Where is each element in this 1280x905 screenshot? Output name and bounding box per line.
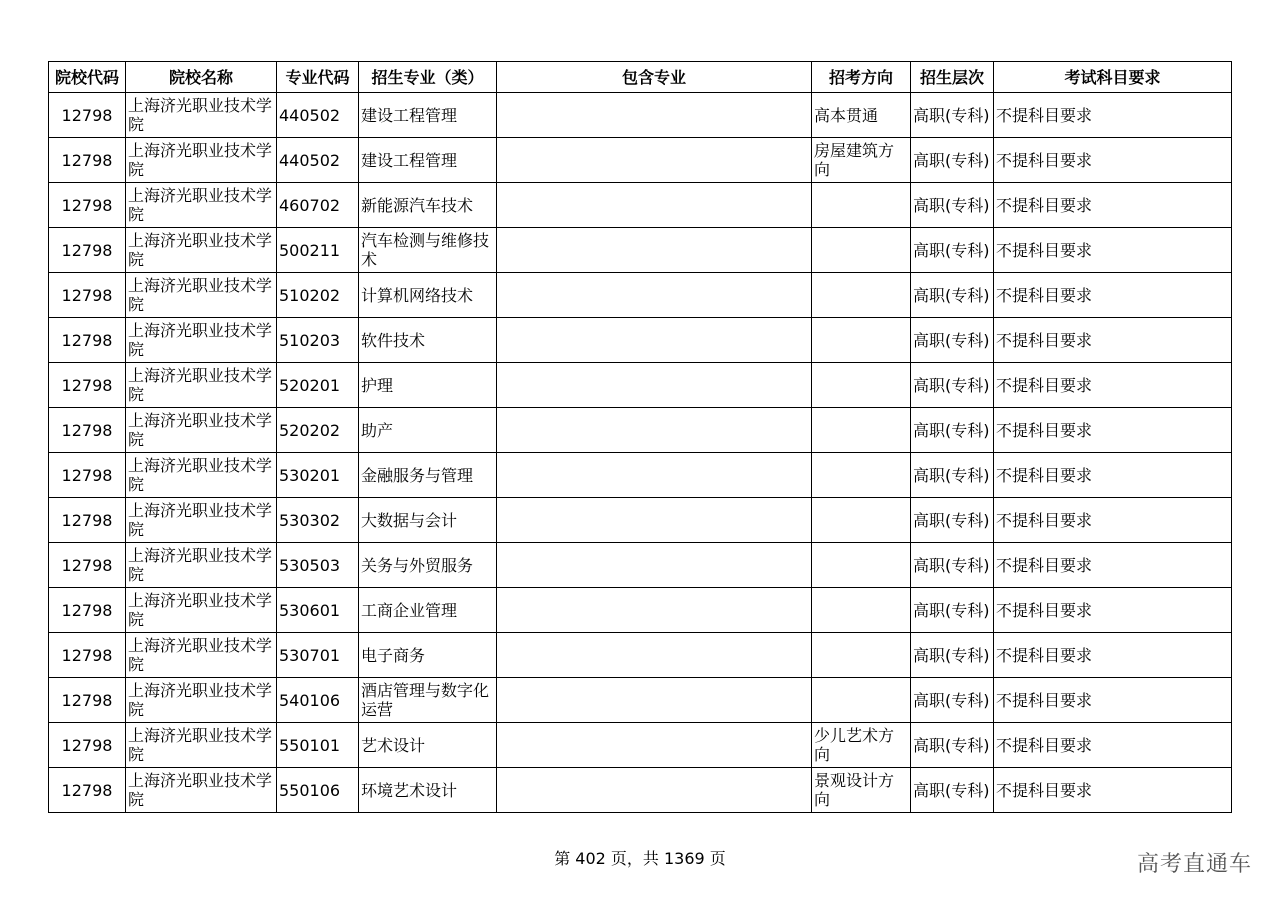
- cell-requirement: 不提科目要求: [994, 678, 1232, 723]
- table-row: [49, 408, 1232, 453]
- header-included-majors: 包含专业: [497, 62, 812, 93]
- cell-school-code: 12798: [49, 93, 126, 138]
- admission-table: [48, 61, 1232, 813]
- table-body: [49, 93, 1232, 813]
- cell-major: 软件技术: [359, 318, 497, 363]
- cell-school-name: 上海济光职业技术学院: [126, 633, 277, 678]
- cell-major: 环境艺术设计: [359, 768, 497, 813]
- header-requirement: 考试科目要求: [994, 62, 1232, 93]
- cell-level: 高职(专科): [911, 273, 994, 318]
- header-school-name: 院校名称: [126, 62, 277, 93]
- cell-included-majors: [497, 363, 812, 408]
- cell-school-code: 12798: [49, 588, 126, 633]
- cell-major-code: 530201: [277, 453, 359, 498]
- cell-major-code: 550106: [277, 768, 359, 813]
- cell-school-code: 12798: [49, 138, 126, 183]
- table-row: [49, 318, 1232, 363]
- cell-major-code: 530302: [277, 498, 359, 543]
- cell-direction: [812, 498, 911, 543]
- cell-school-name: 上海济光职业技术学院: [126, 588, 277, 633]
- table-row: [49, 183, 1232, 228]
- cell-level: 高职(专科): [911, 588, 994, 633]
- cell-major: 建设工程管理: [359, 138, 497, 183]
- cell-requirement: 不提科目要求: [994, 453, 1232, 498]
- cell-requirement: 不提科目要求: [994, 138, 1232, 183]
- cell-included-majors: [497, 228, 812, 273]
- cell-major-code: 540106: [277, 678, 359, 723]
- cell-requirement: 不提科目要求: [994, 318, 1232, 363]
- cell-level: 高职(专科): [911, 678, 994, 723]
- cell-major: 计算机网络技术: [359, 273, 497, 318]
- cell-school-code: 12798: [49, 318, 126, 363]
- table-row: [49, 453, 1232, 498]
- cell-school-name: 上海济光职业技术学院: [126, 93, 277, 138]
- cell-major: 大数据与会计: [359, 498, 497, 543]
- cell-major: 助产: [359, 408, 497, 453]
- cell-direction: [812, 363, 911, 408]
- cell-major: 酒店管理与数字化运营: [359, 678, 497, 723]
- header-direction: 招考方向: [812, 62, 911, 93]
- table-row: [49, 633, 1232, 678]
- cell-major: 工商企业管理: [359, 588, 497, 633]
- cell-school-code: 12798: [49, 543, 126, 588]
- cell-requirement: 不提科目要求: [994, 408, 1232, 453]
- cell-included-majors: [497, 408, 812, 453]
- cell-requirement: 不提科目要求: [994, 228, 1232, 273]
- cell-major-code: 520201: [277, 363, 359, 408]
- cell-direction: [812, 633, 911, 678]
- cell-direction: [812, 453, 911, 498]
- cell-level: 高职(专科): [911, 93, 994, 138]
- header-row: [49, 62, 1232, 93]
- cell-major: 艺术设计: [359, 723, 497, 768]
- table-row: [49, 273, 1232, 318]
- cell-requirement: 不提科目要求: [994, 363, 1232, 408]
- cell-school-code: 12798: [49, 723, 126, 768]
- table-row: [49, 228, 1232, 273]
- cell-level: 高职(专科): [911, 318, 994, 363]
- cell-major-code: 550101: [277, 723, 359, 768]
- cell-school-code: 12798: [49, 633, 126, 678]
- cell-requirement: 不提科目要求: [994, 588, 1232, 633]
- cell-major: 护理: [359, 363, 497, 408]
- cell-major: 建设工程管理: [359, 93, 497, 138]
- cell-direction: 高本贯通: [812, 93, 911, 138]
- cell-major-code: 460702: [277, 183, 359, 228]
- cell-requirement: 不提科目要求: [994, 93, 1232, 138]
- cell-level: 高职(专科): [911, 138, 994, 183]
- cell-direction: [812, 183, 911, 228]
- header-level: 招生层次: [911, 62, 994, 93]
- cell-school-code: 12798: [49, 363, 126, 408]
- cell-school-code: 12798: [49, 228, 126, 273]
- page-number: 第 402 页，共 1369 页: [554, 849, 726, 868]
- table-row: [49, 723, 1232, 768]
- cell-school-code: 12798: [49, 408, 126, 453]
- cell-direction: [812, 228, 911, 273]
- cell-requirement: 不提科目要求: [994, 183, 1232, 228]
- cell-direction: 房屋建筑方向: [812, 138, 911, 183]
- cell-level: 高职(专科): [911, 228, 994, 273]
- cell-major-code: 510202: [277, 273, 359, 318]
- cell-direction: [812, 678, 911, 723]
- cell-school-name: 上海济光职业技术学院: [126, 723, 277, 768]
- cell-school-name: 上海济光职业技术学院: [126, 183, 277, 228]
- cell-school-name: 上海济光职业技术学院: [126, 138, 277, 183]
- cell-school-name: 上海济光职业技术学院: [126, 318, 277, 363]
- cell-direction: [812, 543, 911, 588]
- cell-major-code: 530701: [277, 633, 359, 678]
- cell-level: 高职(专科): [911, 183, 994, 228]
- cell-level: 高职(专科): [911, 498, 994, 543]
- cell-school-code: 12798: [49, 768, 126, 813]
- cell-direction: 景观设计方向: [812, 768, 911, 813]
- cell-major-code: 530503: [277, 543, 359, 588]
- cell-requirement: 不提科目要求: [994, 543, 1232, 588]
- cell-included-majors: [497, 453, 812, 498]
- table-row: [49, 138, 1232, 183]
- cell-included-majors: [497, 498, 812, 543]
- cell-major: 金融服务与管理: [359, 453, 497, 498]
- cell-school-code: 12798: [49, 273, 126, 318]
- cell-school-code: 12798: [49, 498, 126, 543]
- table-header: [49, 62, 1232, 93]
- table-row: [49, 543, 1232, 588]
- cell-included-majors: [497, 723, 812, 768]
- cell-school-name: 上海济光职业技术学院: [126, 453, 277, 498]
- cell-school-name: 上海济光职业技术学院: [126, 498, 277, 543]
- cell-requirement: 不提科目要求: [994, 273, 1232, 318]
- cell-included-majors: [497, 633, 812, 678]
- watermark: 高考直通车: [1136, 852, 1252, 877]
- cell-school-code: 12798: [49, 183, 126, 228]
- cell-included-majors: [497, 678, 812, 723]
- cell-major-code: 440502: [277, 93, 359, 138]
- cell-major-code: 520202: [277, 408, 359, 453]
- cell-school-name: 上海济光职业技术学院: [126, 273, 277, 318]
- table-row: [49, 363, 1232, 408]
- cell-school-code: 12798: [49, 678, 126, 723]
- header-school-code: 院校代码: [49, 62, 126, 93]
- cell-major: 汽车检测与维修技术: [359, 228, 497, 273]
- cell-direction: 少儿艺术方向: [812, 723, 911, 768]
- cell-included-majors: [497, 543, 812, 588]
- cell-school-name: 上海济光职业技术学院: [126, 228, 277, 273]
- cell-requirement: 不提科目要求: [994, 768, 1232, 813]
- cell-included-majors: [497, 273, 812, 318]
- cell-school-code: 12798: [49, 453, 126, 498]
- cell-major-code: 510203: [277, 318, 359, 363]
- cell-school-name: 上海济光职业技术学院: [126, 408, 277, 453]
- cell-requirement: 不提科目要求: [994, 633, 1232, 678]
- cell-included-majors: [497, 183, 812, 228]
- cell-included-majors: [497, 138, 812, 183]
- cell-level: 高职(专科): [911, 543, 994, 588]
- cell-included-majors: [497, 768, 812, 813]
- cell-level: 高职(专科): [911, 768, 994, 813]
- cell-major-code: 530601: [277, 588, 359, 633]
- cell-direction: [812, 588, 911, 633]
- cell-included-majors: [497, 318, 812, 363]
- table-row: [49, 498, 1232, 543]
- cell-included-majors: [497, 93, 812, 138]
- cell-major-code: 440502: [277, 138, 359, 183]
- header-major: 招生专业（类）: [359, 62, 497, 93]
- cell-level: 高职(专科): [911, 408, 994, 453]
- table-row: [49, 588, 1232, 633]
- cell-major: 电子商务: [359, 633, 497, 678]
- cell-level: 高职(专科): [911, 723, 994, 768]
- cell-level: 高职(专科): [911, 633, 994, 678]
- table-row: [49, 678, 1232, 723]
- cell-direction: [812, 273, 911, 318]
- cell-included-majors: [497, 588, 812, 633]
- table-row: [49, 768, 1232, 813]
- cell-direction: [812, 318, 911, 363]
- cell-level: 高职(专科): [911, 453, 994, 498]
- cell-direction: [812, 408, 911, 453]
- cell-requirement: 不提科目要求: [994, 498, 1232, 543]
- cell-school-name: 上海济光职业技术学院: [126, 363, 277, 408]
- cell-school-name: 上海济光职业技术学院: [126, 678, 277, 723]
- cell-school-name: 上海济光职业技术学院: [126, 543, 277, 588]
- table-row: [49, 93, 1232, 138]
- cell-major: 新能源汽车技术: [359, 183, 497, 228]
- cell-major-code: 500211: [277, 228, 359, 273]
- header-major-code: 专业代码: [277, 62, 359, 93]
- cell-major: 关务与外贸服务: [359, 543, 497, 588]
- cell-school-name: 上海济光职业技术学院: [126, 768, 277, 813]
- cell-requirement: 不提科目要求: [994, 723, 1232, 768]
- cell-level: 高职(专科): [911, 363, 994, 408]
